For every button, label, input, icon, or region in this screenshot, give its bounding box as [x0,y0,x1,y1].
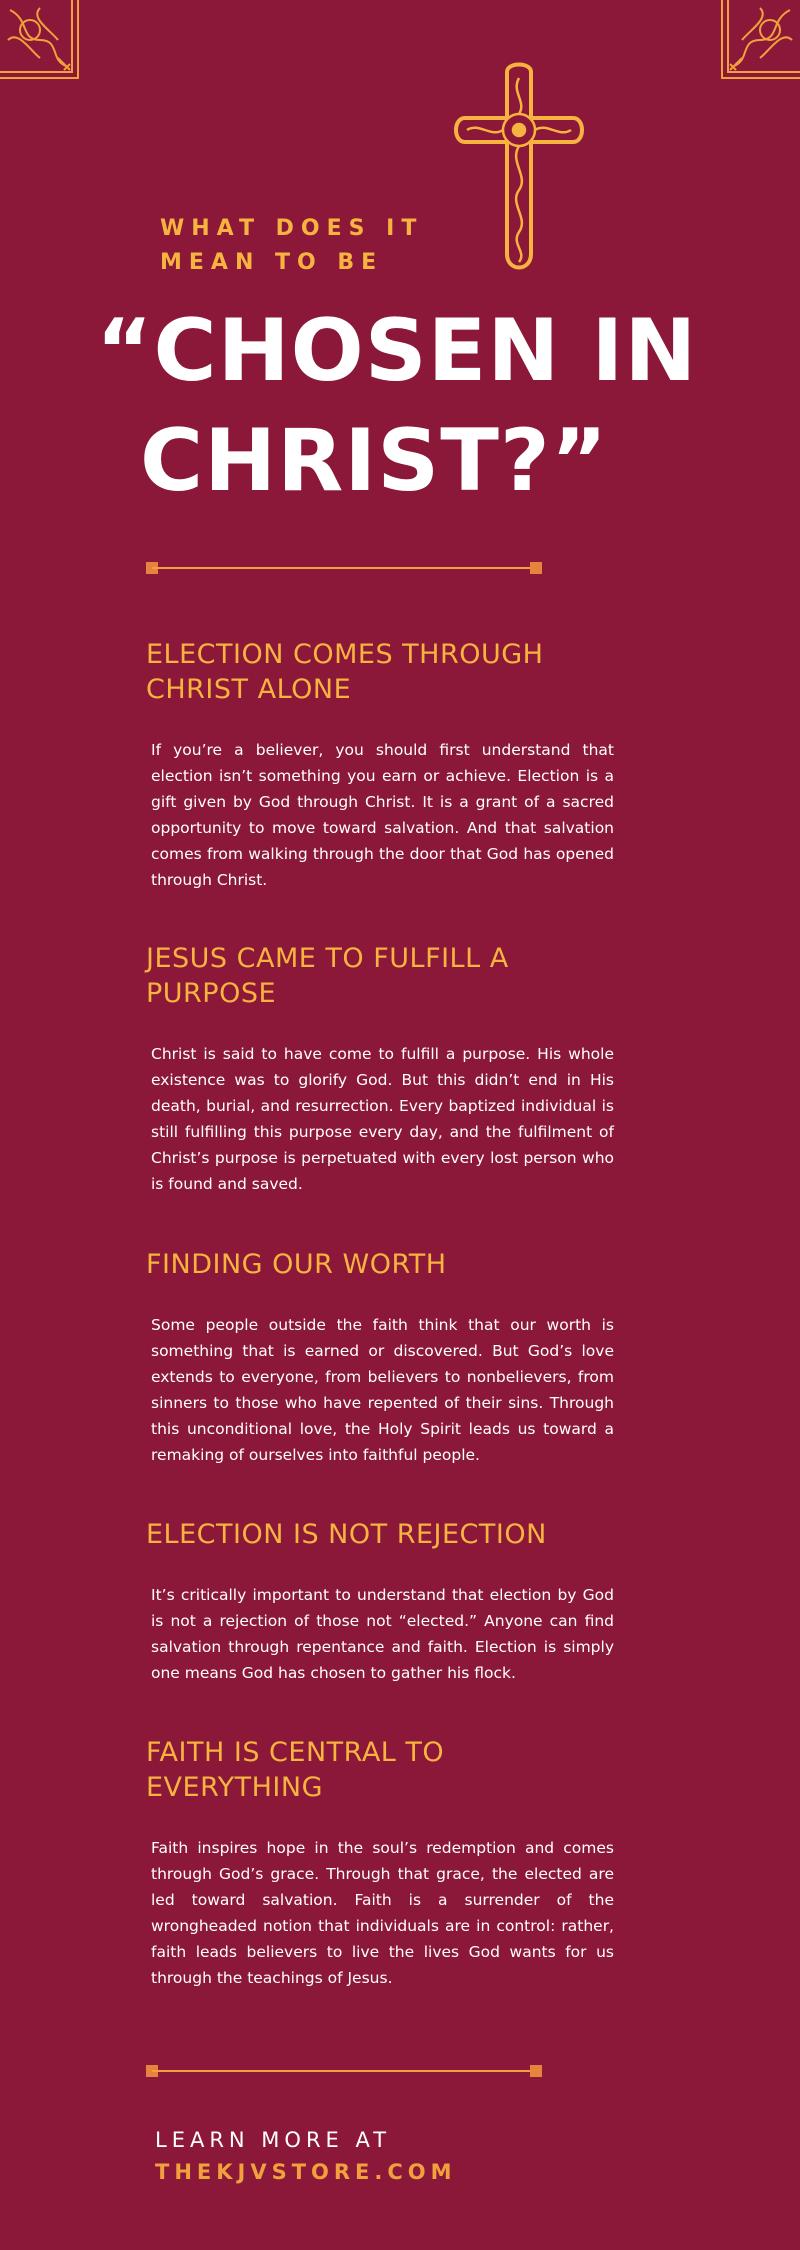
footer-cta: LEARN MORE AT [155,2128,392,2152]
section-election-through-christ [146,637,614,893]
section-body: If you’re a believer, you should first understand that election isn’t something you earn or achieve. Election is a gift given by God through Christ. It is a grant of a sacred opportunity to move toward salvation. And that salvation comes from walking through the door that God has opened through Christ. [151,741,614,889]
page-title [96,296,716,516]
section-heading: ELECTION IS NOT REJECTION [146,1519,547,1550]
section-faith-central [146,1735,614,1991]
section-fulfill-purpose [146,941,614,1197]
section-body: Some people outside the faith think that our worth is something that is earned or discovered. But God’s love extends to everyone, from believers to nonbelievers, from sinners to those who have repented of their sins. Through this unconditional love, the Holy Spirit leads us toward a remaking of ourselves into faithful people. [151,1316,614,1464]
section-body: Faith inspires hope in the soul’s redemption and comes through God’s grace. Through that grace, the elected are led toward salvation. Faith is a surrender of the wrongheaded notion that individuals are in control: rather, faith leads believers to live the lives God wants for us through the teachings of Jesus. [151,1839,614,1987]
top-divider [146,561,542,575]
section-heading: ELECTION COMES THROUGH CHRIST ALONE [146,639,544,705]
footer [155,2128,457,2184]
section-heading: FAITH IS CENTRAL TO EVERYTHING [146,1737,445,1803]
page-kicker: WHAT DOES IT MEAN TO BE [160,216,424,275]
page-title-line-1: “CHOSEN IN [96,301,698,401]
page-title-line-2: CHRIST?” [140,411,609,511]
ornate-corner-icon [0,0,80,80]
section-body: Christ is said to have come to fulfill a purpose. His whole existence was to glorify God. But this didn’t end in His death, burial, and resurrection. Every baptized individual is still fulfilling this purpose every day, and the fulfilment of Christ’s purpose is perpetuated with every lost person who is found and saved. [151,1045,614,1193]
ornate-corner-icon [720,0,800,80]
bottom-divider [146,2064,542,2078]
section-body: It’s critically important to understand that election by God is not a rejection of those not “elected.” Anyone can find salvation through repentance and faith. Election is simply one means God has chosen to gather his flock. [151,1586,614,1682]
section-not-rejection [146,1517,614,1686]
section-finding-worth [146,1247,614,1468]
section-heading: FINDING OUR WORTH [146,1249,447,1280]
footer-site-link[interactable]: THEKJVSTORE.COM [155,2160,457,2184]
section-heading: JESUS CAME TO FULFILL A PURPOSE [146,943,509,1009]
